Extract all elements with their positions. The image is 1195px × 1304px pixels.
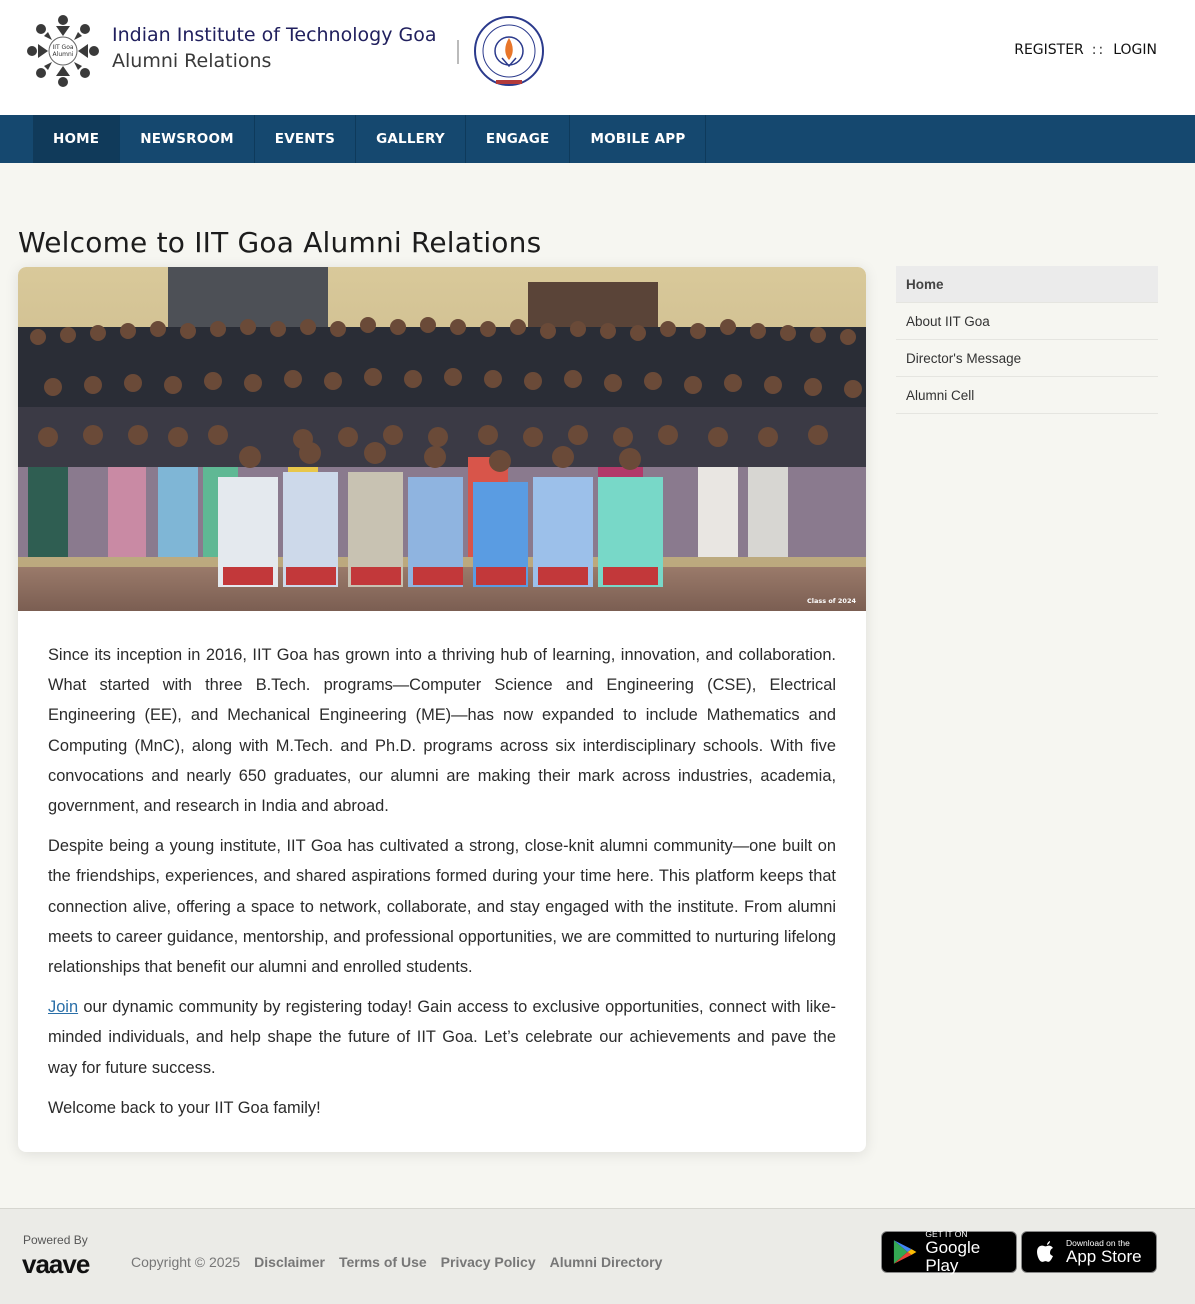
sidebar-item-about[interactable]: About IIT Goa <box>896 303 1158 340</box>
site-footer <box>0 1208 1195 1304</box>
app-store-big: App Store <box>1066 1247 1142 1266</box>
privacy-link[interactable]: Privacy Policy <box>440 1254 536 1270</box>
logo-text-2: Alumni <box>52 51 74 58</box>
google-play-icon <box>890 1237 919 1267</box>
alumni-logo-icon[interactable] <box>26 14 100 88</box>
auth-separator: :: <box>1091 42 1106 58</box>
brand-subtitle: Alumni Relations <box>112 50 272 72</box>
join-link[interactable]: Join <box>48 998 79 1017</box>
brand[interactable] <box>112 24 436 72</box>
footer-links <box>131 1254 662 1270</box>
google-play-button[interactable] <box>881 1231 1017 1273</box>
sidebar-item-home[interactable]: Home <box>896 266 1158 303</box>
app-store-small: Download on the <box>1066 1238 1130 1248</box>
nav-events[interactable]: EVENTS <box>255 115 356 163</box>
apple-icon <box>1030 1237 1060 1267</box>
main-nav <box>0 115 1195 163</box>
welcome-content <box>48 640 836 1133</box>
site-header <box>0 0 1195 115</box>
auth-links <box>1014 42 1157 58</box>
nav-gallery[interactable]: GALLERY <box>356 115 466 163</box>
iit-goa-seal-icon <box>472 14 546 90</box>
app-store-button[interactable] <box>1021 1231 1157 1273</box>
nav-mobile-app[interactable]: MOBILE APP <box>570 115 706 163</box>
vaave-logo[interactable]: vaave <box>22 1249 90 1279</box>
paragraph-2: Despite being a young institute, IIT Goa has cultivated a strong, close-knit alumni community—one built on the friendships, experiences, and shared aspirations formed during your time here. This platform keeps that connection alive, offering a space to network, collaborate, and stay engaged with the institute. From alumni meets to career guidance, mentorship, and professional opportunities, we are committed to nurturing lifelong relationships that benefit our alumni and enrolled students. <box>48 837 836 977</box>
nav-newsroom[interactable]: NEWSROOM <box>120 115 255 163</box>
login-link[interactable]: LOGIN <box>1113 42 1157 58</box>
paragraph-1: Since its inception in 2016, IIT Goa has grown into a thriving hub of learning, innovation, and collaboration. What started with three B.Tech. programs—Computer Science and Engineering (CSE), Electrical Engineering (EE), and Mechanical Engineering (ME)—has now expanded to include Mathematics and Computing (MnC), along with M.Tech. and Ph.D. programs across six interdisciplinary schools. With five convocations and nearly 650 graduates, our alumni are making their mark across industries, academia, government, and research in India and abroad. <box>48 646 836 816</box>
sidebar-item-alumni-cell[interactable]: Alumni Cell <box>896 377 1158 414</box>
copyright: Copyright © 2025 <box>131 1254 241 1270</box>
alumni-directory-link[interactable]: Alumni Directory <box>549 1254 663 1270</box>
nav-home[interactable]: HOME <box>33 115 120 163</box>
photo-caption: Class of 2024 <box>806 597 856 605</box>
powered-by-label: Powered By <box>23 1233 88 1247</box>
class-photo <box>18 267 866 611</box>
register-link[interactable]: REGISTER <box>1014 42 1084 58</box>
brand-divider <box>457 40 459 64</box>
page-title: Welcome to IIT Goa Alumni Relations <box>18 226 542 259</box>
sidebar-item-directors-message[interactable]: Director's Message <box>896 340 1158 377</box>
google-play-big: Google Play <box>925 1238 981 1275</box>
google-play-small: GET IT ON <box>925 1229 968 1239</box>
logo-text-1: IIT Goa <box>52 44 74 51</box>
institute-name: Indian Institute of Technology Goa <box>112 24 437 46</box>
disclaimer-link[interactable]: Disclaimer <box>254 1254 325 1270</box>
closing-line: Welcome back to your IIT Goa family! <box>48 1098 321 1117</box>
sidebar-menu <box>896 266 1158 414</box>
nav-engage[interactable]: ENGAGE <box>466 115 571 163</box>
terms-link[interactable]: Terms of Use <box>338 1254 427 1270</box>
paragraph-3 <box>48 992 836 1083</box>
join-paragraph-text: our dynamic community by registering today! Gain access to exclusive opportunities, connect with like-minded individuals, and help shape the future of IIT Goa. Let’s celebrate our achievements and pave the way for future success. <box>48 998 836 1077</box>
welcome-card <box>18 267 866 1152</box>
